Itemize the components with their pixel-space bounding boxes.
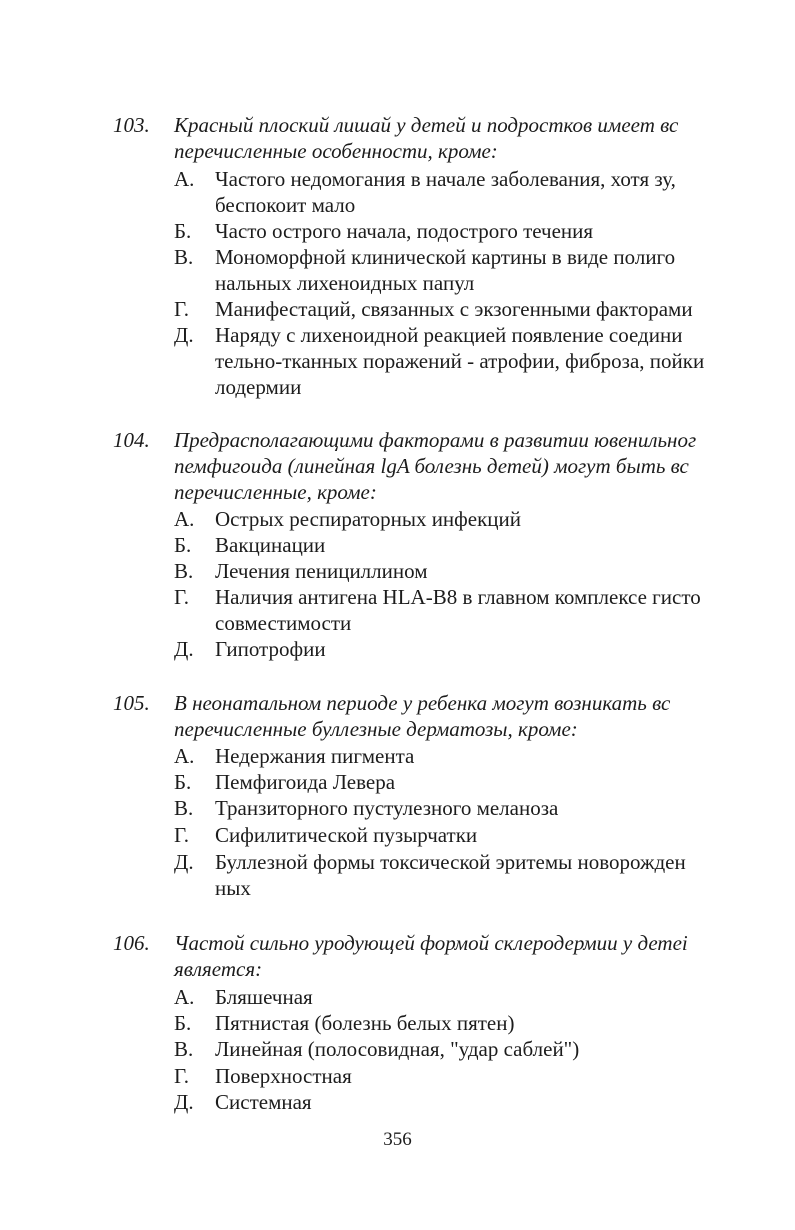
- option-text: Буллезной формы токсической эритемы новорожден ных: [215, 850, 686, 900]
- option-text: Недержания пигмента: [215, 744, 415, 768]
- option-letter: Б.: [174, 770, 192, 794]
- option-letter: Д.: [174, 1090, 194, 1114]
- page-number: 356: [383, 1129, 412, 1150]
- option-text: Наряду с лихеноидной реакцией появление соедини тельно-тканных поражений - атрофии, фиброза, пойки лодермии: [215, 323, 705, 399]
- option-text: Острых респираторных инфекций: [215, 507, 522, 531]
- option-letter: А.: [174, 167, 195, 191]
- option-text: Транзиторного пустулезного меланоза: [215, 796, 559, 820]
- option-letter: В.: [174, 1037, 194, 1061]
- question-number: 103.: [113, 113, 150, 137]
- option-letter: Б.: [174, 219, 192, 243]
- question-number: 105.: [113, 691, 150, 715]
- option-text: Гипотрофии: [215, 637, 326, 661]
- option-letter: В.: [174, 245, 194, 269]
- option-letter: Д.: [174, 323, 194, 347]
- question-text: Красный плоский лишай у детей и подростков имеет вс перечисленные особенности, кроме:: [174, 113, 679, 163]
- option-letter: А.: [174, 985, 195, 1009]
- option-text: Системная: [215, 1090, 312, 1114]
- option-letter: В.: [174, 796, 194, 820]
- option-text: Пятнистая (болезнь белых пятен): [215, 1011, 515, 1035]
- option-letter: Д.: [174, 850, 194, 874]
- option-text: Наличия антигена HLA-B8 в главном комплексе гисто совместимости: [215, 585, 701, 635]
- option-letter: Г.: [174, 1064, 190, 1088]
- option-letter: А.: [174, 744, 195, 768]
- option-text: Поверхностная: [215, 1064, 352, 1088]
- option-letter: Г.: [174, 823, 190, 847]
- option-letter: В.: [174, 559, 194, 583]
- option-letter: Г.: [174, 297, 190, 321]
- option-text: Манифестаций, связанных с экзогенными факторами: [215, 297, 693, 321]
- option-text: Линейная (полосовидная, "удар саблей"): [215, 1037, 580, 1061]
- option-text: Частого недомогания в начале заболевания, хотя зу, беспокоит мало: [215, 167, 676, 217]
- option-letter: Д.: [174, 637, 194, 661]
- question-text: Частой сильно уродующей формой склеродермии у детеі является:: [174, 931, 688, 981]
- option-letter: А.: [174, 507, 195, 531]
- option-text: Лечения пенициллином: [215, 559, 428, 583]
- question-text: Предрасполагающими факторами в развитии ювенильног пемфигоида (линейная lgA болезнь детей) могут быть вс перечисленные, кроме:: [174, 428, 697, 504]
- question-text: В неонатальном периоде у ребенка могут возникать вс перечисленные буллезные дерматозы, кроме:: [174, 691, 671, 741]
- option-text: Вакцинации: [215, 533, 326, 557]
- option-text: Часто острого начала, подострого течения: [215, 219, 594, 243]
- option-text: Пемфигоида Левера: [215, 770, 396, 794]
- option-letter: Г.: [174, 585, 190, 609]
- option-text: Бляшечная: [215, 985, 313, 1009]
- option-text: Мономорфной клинической картины в виде полиго нальных лихеноидных папул: [215, 245, 676, 295]
- question-number: 106.: [113, 931, 150, 955]
- option-text: Сифилитической пузырчатки: [215, 823, 478, 847]
- option-letter: Б.: [174, 1011, 192, 1035]
- option-letter: Б.: [174, 533, 192, 557]
- question-number: 104.: [113, 428, 150, 452]
